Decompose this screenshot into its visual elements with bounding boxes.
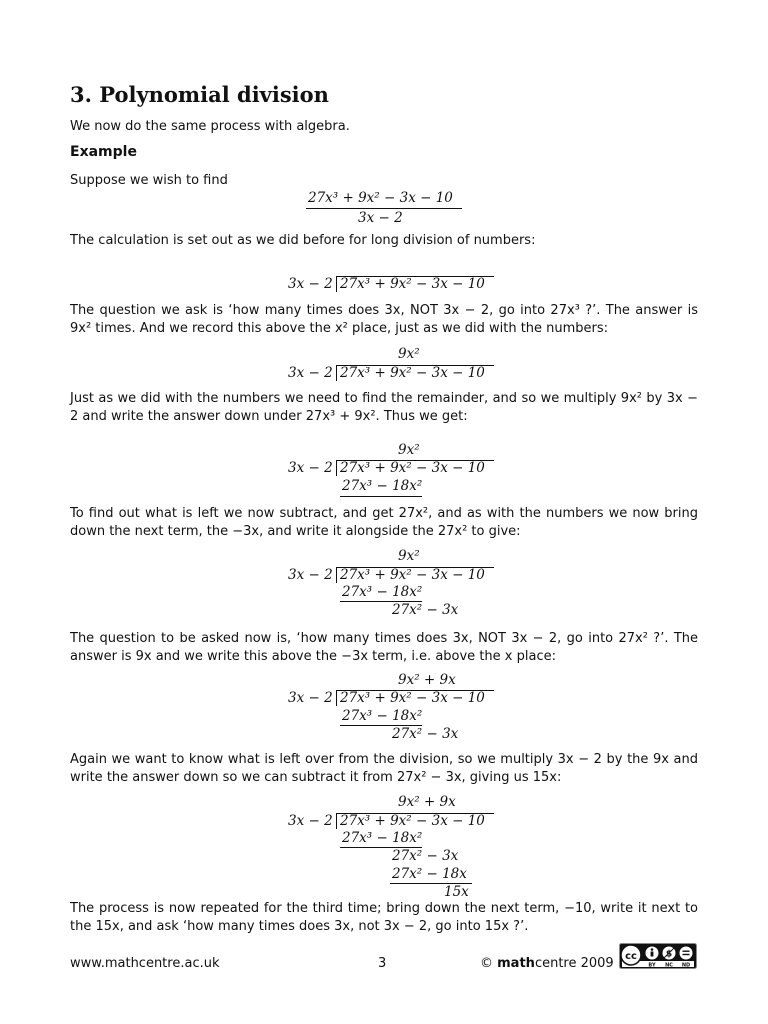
division-bracket [336, 460, 337, 476]
footer-website: www.mathcentre.ac.uk [70, 956, 220, 971]
remainder-row: 27x² − 3x [392, 602, 459, 618]
quotient: 9x² [398, 442, 420, 458]
paragraph-5-text: The question to be asked now is, ‘how many times does 3x, NOT 3x − 2, go into 27x² ?’. The answer is 9x and we write this above the −3x term, i.e. above the x place: [70, 631, 698, 664]
dividend: 27x³ + 9x² − 3x − 10 [340, 276, 485, 292]
svg-text:cc: cc [625, 951, 637, 962]
dividend: 27x³ + 9x² − 3x − 10 [340, 365, 485, 381]
division-bracket [336, 276, 337, 292]
divisor: 3x − 2 [288, 567, 333, 583]
dividend: 27x³ + 9x² − 3x − 10 [340, 460, 485, 476]
subtraction-line [340, 496, 422, 497]
fraction-denominator: 3x − 2 [358, 210, 403, 226]
paragraph-7 [70, 900, 698, 936]
svg-text:$: $ [665, 949, 673, 960]
document-page [70, 0, 700, 1024]
paragraph-5 [70, 630, 698, 666]
subtraction-row: 27x³ − 18x² [342, 708, 423, 724]
paragraph-1: The calculation is set out as we did before for long division of numbers: [70, 233, 536, 248]
copyright-symbol: © [480, 956, 493, 971]
dividend: 27x³ + 9x² − 3x − 10 [340, 567, 485, 583]
subtraction-row: 27x³ − 18x² [342, 830, 423, 846]
paragraph-7-text: The process is now repeated for the third time; bring down the next term, −10, write it next to the 15x, and ask ‘how many times does 3x, not 3x − 2, go into 15x ?’. [70, 901, 698, 934]
fraction-bar [306, 208, 462, 209]
fraction-numerator: 27x³ + 9x² − 3x − 10 [308, 190, 453, 206]
subtraction-row-2: 27x² − 18x [392, 866, 467, 882]
dividend: 27x³ + 9x² − 3x − 10 [340, 690, 485, 706]
paragraph-3 [70, 390, 698, 426]
quotient: 9x² + 9x [398, 794, 456, 810]
example-heading: Example [70, 144, 137, 160]
subtraction-row: 27x³ − 18x² [342, 478, 423, 494]
brand-rest: centre 2009 [534, 956, 614, 971]
remainder-row-2: 15x [444, 884, 469, 900]
paragraph-6 [70, 751, 698, 787]
paragraph-3-text: Just as we did with the numbers we need to find the remainder, and so we multiply 9x² by 3x − 2 and write the answer down under 27x³ + 9x². Thus we get: [70, 391, 698, 424]
division-bracket [336, 813, 337, 829]
divisor: 3x − 2 [288, 690, 333, 706]
creative-commons-by-nc-nd-icon [619, 943, 697, 969]
paragraph-2-text: The question we ask is ‘how many times does 3x, NOT 3x − 2, go into 27x³ ?’. The answer is 9x² times. And we record this above the x² place, just as we did with the numbers: [70, 303, 698, 336]
intro-text: We now do the same process with algebra. [70, 119, 350, 134]
page-number: 3 [378, 956, 387, 971]
footer-copyright [480, 956, 614, 971]
divisor: 3x − 2 [288, 460, 333, 476]
suppose-text: Suppose we wish to find [70, 173, 228, 188]
division-bracket [336, 365, 337, 381]
section-title: 3. Polynomial division [70, 82, 329, 107]
remainder-row: 27x² − 3x [392, 848, 459, 864]
dividend: 27x³ + 9x² − 3x − 10 [340, 813, 485, 829]
brand-bold: math [497, 956, 535, 971]
remainder-row: 27x² − 3x [392, 726, 459, 742]
paragraph-2 [70, 302, 698, 338]
divisor: 3x − 2 [288, 365, 333, 381]
paragraph-4 [70, 505, 698, 541]
quotient: 9x² [398, 548, 420, 564]
quotient: 9x² + 9x [398, 672, 456, 688]
division-bracket [336, 690, 337, 706]
quotient: 9x² [398, 346, 420, 362]
license-tag-nc: NC [665, 962, 673, 969]
paragraph-4-text: To find out what is left we now subtract, and get 27x², and as with the numbers we now bring down the next term, the −3x, and write it alongside the 27x² to give: [70, 506, 698, 539]
divisor: 3x − 2 [288, 276, 333, 292]
paragraph-6-text: Again we want to know what is left over from the division, so we multiply 3x − 2 by the 9x and write the answer down so we can subtract it from 27x² − 3x, giving us 15x: [70, 752, 698, 785]
license-tag-by: BY [648, 962, 656, 969]
subtraction-row: 27x³ − 18x² [342, 584, 423, 600]
divisor: 3x − 2 [288, 813, 333, 829]
division-bracket [336, 567, 337, 583]
license-tag-nd: ND [681, 962, 691, 969]
